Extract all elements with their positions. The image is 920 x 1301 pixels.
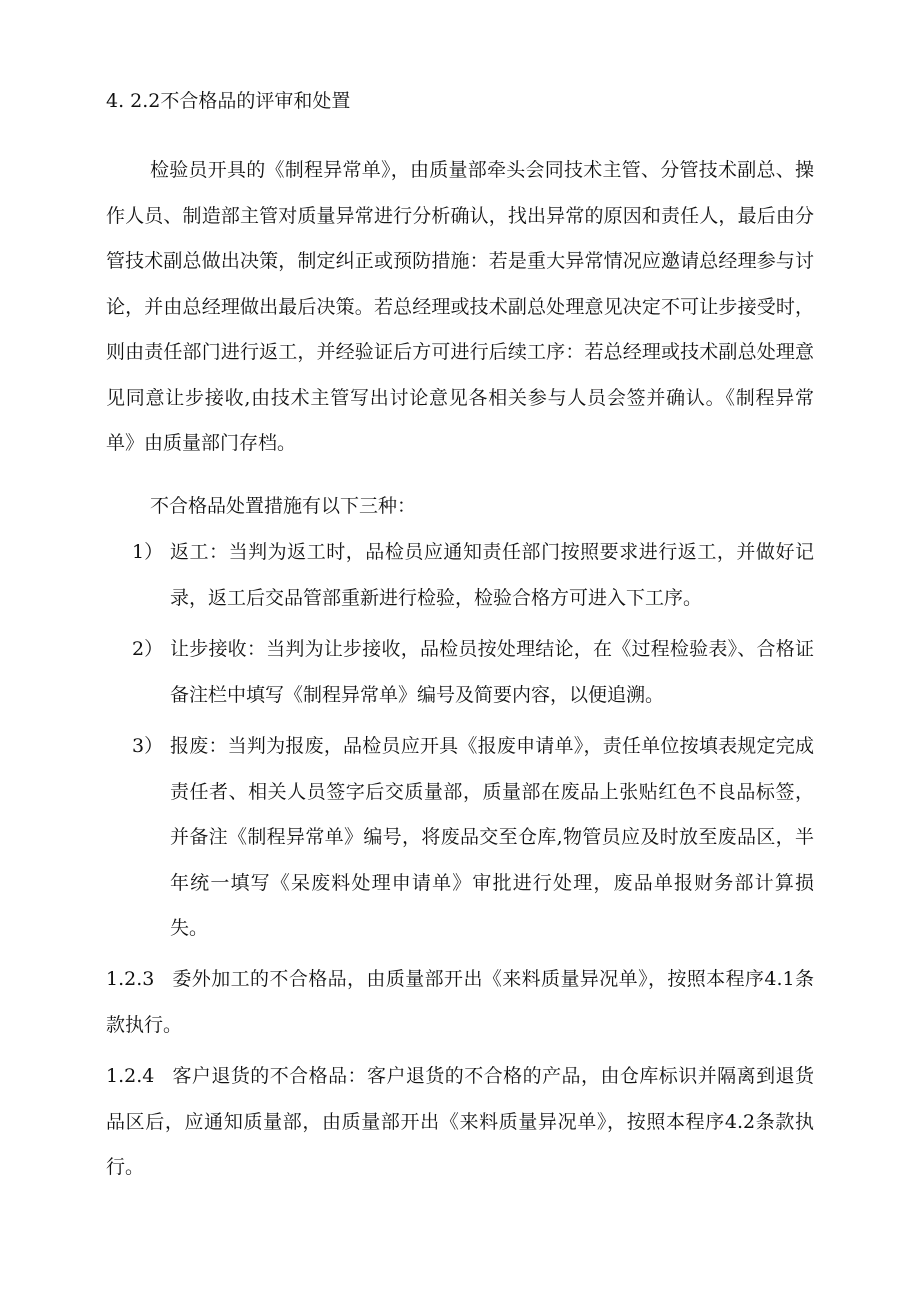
list-item-rework (132, 530, 814, 621)
list-item-text: 返工：当判为返工时，品检员应通知责任部门按照要求进行返工，并做好记录，返工后交品管部重新进行检验，检验合格方可进入下工序。 (170, 541, 814, 609)
list-item-number: 1） (132, 541, 164, 563)
list-item-number: 3） (132, 735, 164, 757)
list-item-number: 2） (132, 638, 164, 660)
list-item-text: 让步接收：当判为让步接收，品检员按处理结论，在《过程检验表》、合格证备注栏中填写《制程异常单》编号及简要内容，以便追溯。 (170, 638, 814, 706)
list-item-concession (132, 627, 814, 718)
clause-customer-return (106, 1054, 814, 1191)
clause-number: 1.2.4 (106, 1065, 155, 1087)
review-paragraph: 检验员开具的《制程异常单》，由质量部牵头会同技术主管、分管技术副总、操作人员、制造部主管对质量异常进行分析确认，找出异常的原因和责任人，最后由分管技术副总做出决策，制定纠正或预防措施：若是重大异常情况应邀请总经理参与讨论，并由总经理做出最后决策。若总经理或技术副总处理意见决定不可让步接受时，则由责任部门进行返工，并经验证后方可进行后续工序：若总经理或技术副总处理意见同意让步接收,由技术主管写出讨论意见各相关参与人员会签并确认。《制程异常单》由质量部门存档。 (106, 159, 814, 454)
list-item-text: 报废：当判为报废，品检员应开具《报废申请单》，责任单位按填表规定完成责任者、相关人员签字后交质量部，质量部在废品上张贴红色不良品标签，并备注《制程异常单》编号，将废品交至仓库,物管员应及时放至废品区，半年统一填写《呆废料处理申请单》审批进行处理，废品单报财务部计算损失。 (170, 735, 814, 939)
measures-intro: 不合格品处置措施有以下三种： (150, 495, 417, 517)
clause-text: 客户退货的不合格品：客户退货的不合格的产品，由仓库标识并隔离到退货品区后，应通知质量部，由质量部开出《来料质量异况单》，按照本程序4.2条款执行。 (106, 1065, 814, 1178)
clause-outsourced (106, 957, 814, 1048)
section-heading: 4. 2.2不合格品的评审和处置 (106, 90, 351, 112)
clause-text: 委外加工的不合格品，由质量部开出《来料质量异况单》，按照本程序4.1条款执行。 (106, 968, 814, 1036)
clause-number: 1.2.3 (106, 968, 155, 990)
list-item-scrap (132, 724, 814, 952)
